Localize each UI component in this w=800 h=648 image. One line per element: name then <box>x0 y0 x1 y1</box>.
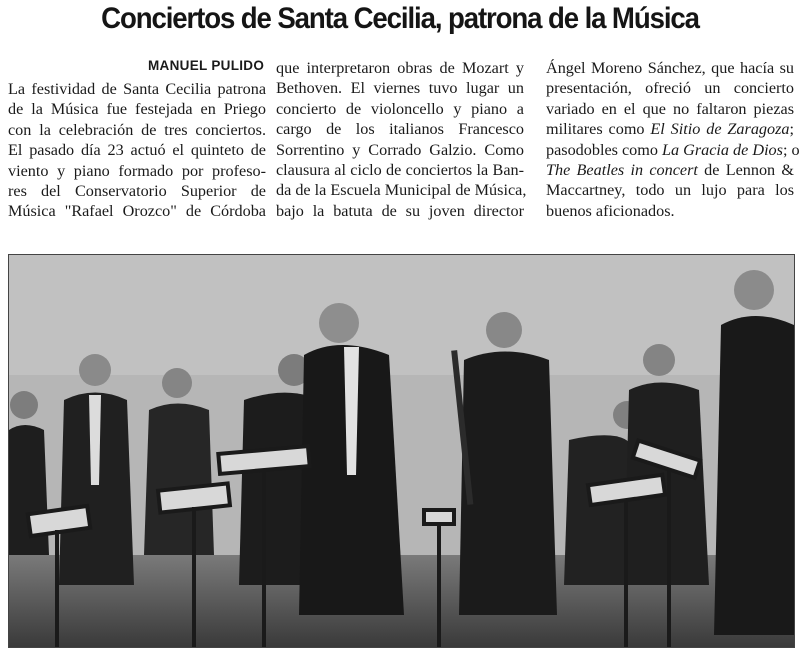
text-line <box>546 140 800 160</box>
article-column-2 <box>276 58 527 221</box>
text-line: Sorrentino y Corrado Galzio. Como <box>276 140 524 159</box>
work-title: The Beatles in concert <box>546 161 698 180</box>
text-line: Ángel Moreno Sánchez, que hacía su <box>546 59 794 77</box>
text-line: de la Música fue festejada en Priego <box>8 100 266 119</box>
headline: Conciertos de Santa Cecilia, patrona de la Música <box>101 2 699 35</box>
text-line <box>546 160 794 180</box>
text-line: bajo la batuta de su joven director <box>276 201 524 220</box>
work-title: El Sitio de Zaragoza <box>650 120 790 139</box>
musicians-illustration <box>9 255 794 647</box>
text-line: da de la Escuela Municipal de Música, <box>276 181 527 200</box>
article-column-3 <box>546 58 800 221</box>
text-fragment: de Lennon & <box>697 161 794 180</box>
text-line: Bethoven. El viernes tuvo lugar un <box>276 79 524 98</box>
text-line: clausura al ciclo de conciertos la Ban- <box>276 161 524 180</box>
work-title: La Gracia de Dios <box>662 140 783 159</box>
text-line: cargo de los italianos Francesco <box>276 120 524 139</box>
text-fragment: ; <box>789 120 795 139</box>
text-line: Maccartney, todo un lujo para los <box>546 181 794 200</box>
text-line: res del Conservatorio Superior de <box>8 182 266 201</box>
article-column-1 <box>8 79 266 222</box>
text-line: La festividad de Santa Cecilia patrona <box>8 80 266 98</box>
text-line: buenos aficionados. <box>546 201 675 220</box>
text-line: variado en el que no faltaron piezas <box>546 99 794 118</box>
text-line: concierto de violoncello y piano a <box>276 99 524 118</box>
text-line: que interpretaron obras de Mozart y <box>276 59 524 77</box>
text-fragment: pasodobles como <box>546 140 662 159</box>
concert-photo <box>8 254 795 648</box>
text-line: El pasado día 23 actuó el quinteto de <box>8 141 266 160</box>
text-line: Música "Rafael Orozco" de Córdoba <box>8 202 266 221</box>
wall-highlight <box>9 255 794 375</box>
text-line <box>546 119 794 139</box>
text-line: viento y piano formado por profeso- <box>8 161 266 180</box>
text-line: con la celebración de tres conciertos. <box>8 120 266 139</box>
text-fragment: ; o <box>782 140 800 159</box>
musician-right-3 <box>714 270 794 635</box>
text-fragment: militares como <box>546 120 651 139</box>
text-line: presentación, ofreció un concierto <box>546 79 794 98</box>
byline: MANUEL PULIDO <box>148 58 265 73</box>
